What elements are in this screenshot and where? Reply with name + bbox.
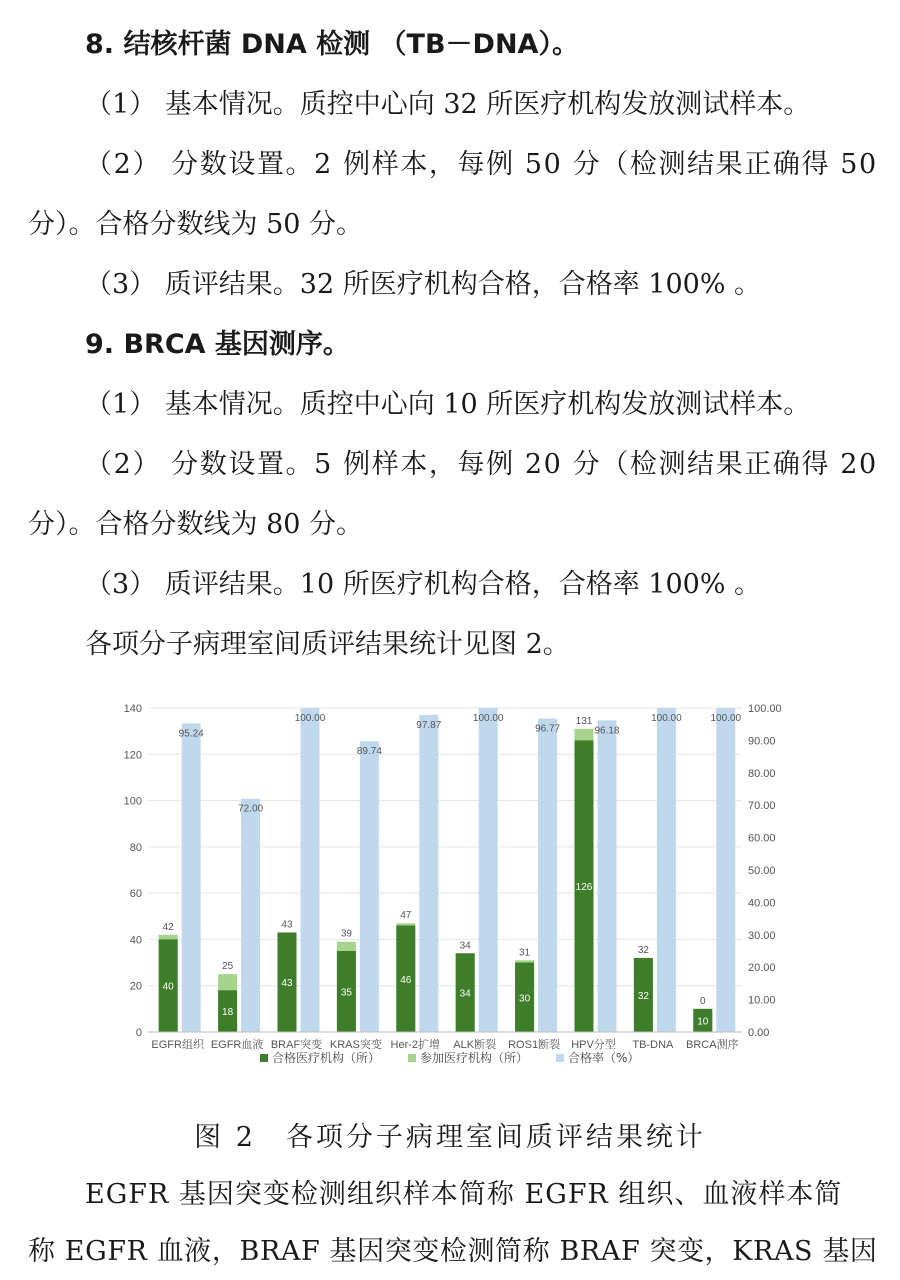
section-8-item-2-line1: （2） 分数设置。2 例样本，每例 50 分（检测结果正确得 50 (85, 149, 878, 180)
section-9-heading: 9. BRCA 基因测序。 (85, 329, 350, 360)
right-axis-tick-label: 20.00 (748, 962, 776, 975)
category-label: EGFR血液 (210, 1039, 264, 1051)
left-axis-tick-label: 20 (129, 980, 142, 993)
left-axis-tick-label: 40 (129, 934, 142, 947)
left-axis-tick-label: 80 (129, 841, 142, 854)
category-label: EGFR组织 (151, 1039, 204, 1051)
rate-label: 95.24 (178, 728, 204, 740)
section-8-item-3: （3） 质评结果。32 所医疗机构合格，合格率 100% 。 (85, 269, 762, 300)
participating-label: 131 (575, 715, 593, 727)
participating-label: 31 (519, 947, 531, 959)
rate-bar (182, 723, 201, 1032)
chart-legend (260, 1050, 639, 1065)
rate-label: 89.74 (356, 746, 382, 758)
qualified-label: 40 (162, 981, 174, 993)
legend-swatch (408, 1054, 416, 1062)
legend-swatch (556, 1054, 564, 1062)
category-label: BRAF突变 (270, 1039, 323, 1051)
qualified-label: 18 (222, 1007, 234, 1019)
rate-bar (419, 715, 438, 1032)
section-9-item-2-line2: 分）。合格分数线为 80 分。 (28, 509, 364, 540)
section-8-item-2-line2: 分）。合格分数线为 50 分。 (28, 209, 364, 240)
section-9-item-1: （1） 基本情况。质控中心向 10 所医疗机构发放测试样本。 (85, 389, 811, 420)
chart-gridlines (148, 708, 742, 1032)
right-axis-tick-label: 0.00 (748, 1027, 770, 1039)
rate-bar (538, 718, 557, 1032)
legend-label: 参加医疗机构（所） (420, 1051, 529, 1065)
participating-label: 25 (222, 961, 234, 973)
right-axis-tick-label: 80.00 (748, 767, 776, 780)
participating-label: 34 (459, 940, 471, 952)
section-8-heading: 8. 结核杆菌 DNA 检测 （TB－DNA）。 (85, 29, 579, 60)
right-axis-tick-label: 70.00 (748, 800, 776, 813)
rate-bar (716, 708, 735, 1032)
rate-bar (479, 708, 498, 1032)
rate-label: 72.00 (238, 803, 264, 815)
qualified-label: 30 (519, 993, 531, 1005)
legend-label: 合格医疗机构（所） (272, 1051, 381, 1065)
left-axis-tick-label: 140 (123, 703, 142, 715)
rate-label: 100.00 (472, 713, 504, 724)
participating-label: 39 (340, 928, 352, 940)
right-axis-tick-label: 40.00 (748, 897, 776, 910)
left-axis-tick-label: 0 (135, 1027, 142, 1039)
qualified-label: 10 (697, 1016, 709, 1028)
rate-bar (300, 708, 319, 1032)
right-axis-tick-label: 60.00 (748, 832, 776, 845)
category-label: TB-DNA (632, 1039, 674, 1051)
section-8-item-1: （1） 基本情况。质控中心向 32 所医疗机构发放测试样本。 (85, 89, 811, 120)
qualified-label: 35 (340, 987, 352, 999)
left-axis-tick-label: 120 (123, 749, 142, 762)
right-axis-tick-label: 90.00 (748, 735, 776, 748)
right-axis-tick-label: 30.00 (748, 929, 776, 942)
qualified-label: 32 (637, 990, 649, 1002)
rate-label: 100.00 (710, 713, 742, 724)
category-label: Her-2扩增 (390, 1039, 441, 1051)
rate-bar (597, 720, 616, 1032)
section-9-item-2-line1: （2） 分数设置。5 例样本，每例 20 分（检测结果正确得 20 (85, 449, 878, 480)
footnote-line1: EGFR 基因突变检测组织样本简称 EGFR 组织、血液样本简 (85, 1179, 843, 1210)
chart-bars (159, 708, 736, 1032)
figure-caption: 图 2 各项分子病理室间质评结果统计 (194, 1122, 706, 1153)
qualified-label: 46 (400, 974, 412, 986)
rate-label: 100.00 (294, 713, 326, 724)
right-axis-tick-label: 10.00 (748, 994, 776, 1007)
right-axis-tick-label: 100.00 (748, 703, 782, 715)
category-label: ALK断裂 (453, 1039, 497, 1051)
qualified-label: 34 (459, 988, 471, 1000)
participating-label: 32 (637, 944, 649, 956)
participating-label: 0 (700, 995, 706, 1007)
legend-label: 合格率（%） (568, 1051, 640, 1065)
rate-label: 97.87 (416, 719, 442, 731)
participating-label: 43 (281, 919, 293, 931)
category-label: ROS1断裂 (508, 1039, 561, 1051)
rate-label: 96.18 (594, 725, 620, 737)
legend-swatch (260, 1054, 268, 1062)
rate-bar (657, 708, 676, 1032)
rate-bar (241, 799, 260, 1032)
right-axis-tick-label: 50.00 (748, 865, 776, 877)
qualified-label: 126 (575, 882, 593, 894)
participating-label: 42 (162, 921, 174, 933)
qualified-label: 43 (281, 978, 293, 990)
rate-label: 100.00 (651, 713, 682, 724)
category-label: KRAS突变 (329, 1039, 382, 1051)
participating-label: 47 (400, 910, 412, 922)
category-label: HPV分型 (571, 1039, 616, 1051)
figure-intro: 各项分子病理室间质评结果统计见图 2。 (85, 629, 570, 660)
rate-label: 96.77 (535, 723, 561, 735)
category-label: BRCA测序 (686, 1039, 739, 1051)
left-axis-tick-label: 100 (123, 795, 142, 808)
footnote-line2: 称 EGFR 血液，BRAF 基因突变检测简称 BRAF 突变，KRAS 基因 (28, 1236, 878, 1267)
section-9-item-3: （3） 质评结果。10 所医疗机构合格，合格率 100% 。 (85, 569, 762, 600)
rate-bar (360, 741, 379, 1032)
left-axis-tick-label: 60 (129, 888, 142, 901)
results-chart (110, 690, 790, 1085)
